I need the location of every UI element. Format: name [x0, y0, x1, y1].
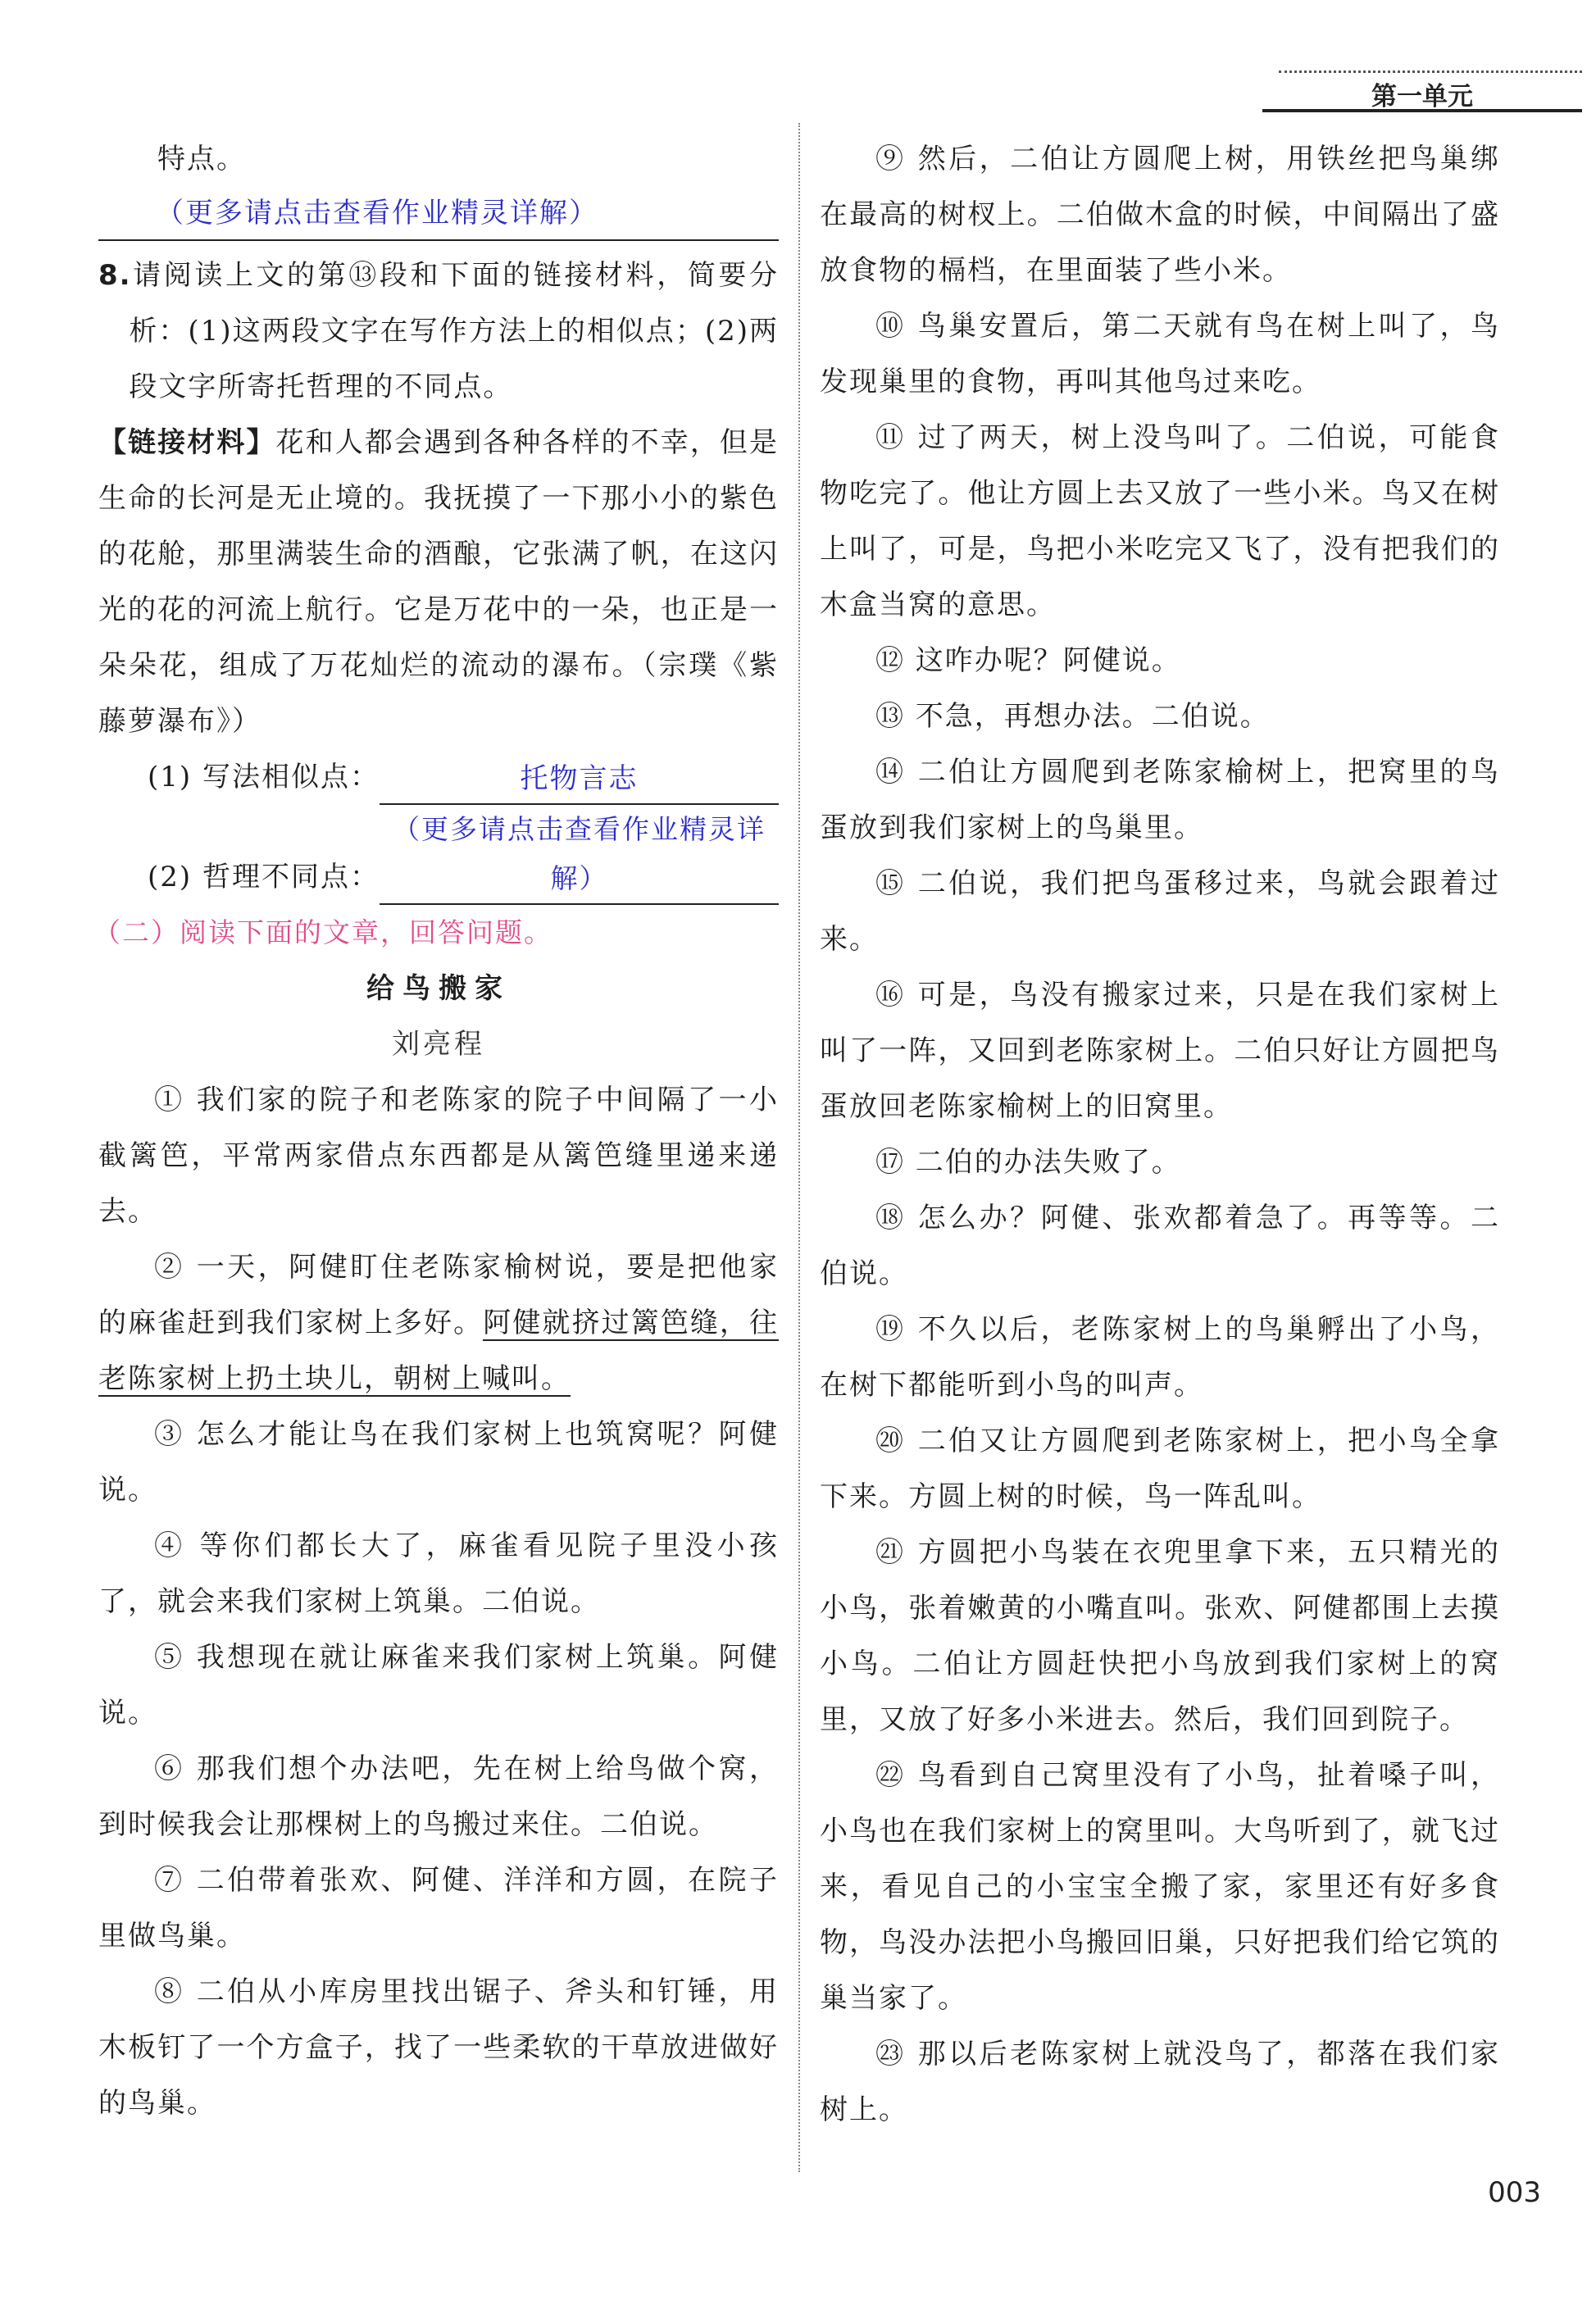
section-heading: （二）阅读下面的文章，回答问题。 [93, 916, 552, 948]
header-dotted-rule [1279, 70, 1582, 73]
right-column [820, 131, 1500, 2138]
paragraph-3: ③ 怎么才能让鸟在我们家树上也筑窝呢？阿健说。 [98, 1418, 779, 1507]
page-number: 003 [1488, 2176, 1541, 2209]
paragraph-2 [98, 1239, 779, 1407]
answer-row-2 [98, 805, 779, 905]
paragraph-1: ① 我们家的院子和老陈家的院子中间隔了一小截篱笆，平常两家借点东西都是从篱笆缝里递来递去。 [98, 1084, 779, 1228]
paragraph-6: ⑥ 那我们想个办法吧，先在树上给鸟做个窝，到时候我会让那棵树上的鸟搬过来住。二伯说。 [98, 1752, 779, 1841]
answer-label-1: (1) 写法相似点： [148, 761, 380, 793]
paragraph-12: ⑫ 这咋办呢？阿健说。 [875, 644, 1181, 677]
paragraph-14: ⑭ 二伯让方圆爬到老陈家榆树上，把窝里的鸟蛋放到我们家树上的鸟巢里。 [820, 756, 1500, 844]
paragraph-20: ⑳ 二伯又让方圆爬到老陈家树上，把小鸟全拿下来。方圆上树的时候，鸟一阵乱叫。 [820, 1425, 1500, 1513]
paragraph-15: ⑮ 二伯说，我们把鸟蛋移过来，鸟就会跟着过来。 [820, 867, 1500, 956]
paragraph-11: ⑪ 过了两天，树上没鸟叫了。二伯说，可能食物吃完了。他让方圆上去又放了一些小米。鸟又在树上叫了，可是，鸟把小米吃完又飞了，没有把我们的木盒当窝的意思。 [820, 421, 1500, 621]
paragraph-4: ④ 等你们都长大了，麻雀看见院子里没小孩了，就会来我们家树上筑巢。二伯说。 [98, 1530, 779, 1618]
paragraph-13: ⑬ 不急，再想办法。二伯说。 [875, 700, 1270, 733]
paragraph-9: ⑨ 然后，二伯让方圆爬上树，用铁丝把鸟巢绑在最高的树杈上。二伯做木盒的时候，中间隔出了盛放食物的槅档，在里面装了些小米。 [820, 143, 1500, 287]
answer-field-2[interactable]: （更多请点击查看作业精灵详解） [380, 805, 779, 905]
material-text: 花和人都会遇到各种各样的不幸，但是生命的长河是无止境的。我抚摸了一下那小小的紫色的花舱，那里满装生命的酒酿，它张满了帆，在这闪光的花的河流上航行。它是万花中的一朵，也正是一朵朵花，组成了万花灿烂的流动的瀑布。（宗璞《紫藤萝瀑布》） [98, 426, 780, 738]
link-material [98, 415, 779, 749]
paragraph-16: ⑯ 可是，鸟没有搬家过来，只是在我们家树上叫了一阵，又回到老陈家树上。二伯只好让方圆把鸟蛋放回老陈家榆树上的旧窝里。 [820, 979, 1500, 1123]
paragraph-10: ⑩ 鸟巢安置后，第二天就有鸟在树上叫了，鸟发现巢里的食物，再叫其他鸟过来吃。 [820, 310, 1500, 398]
article-title: 给鸟搬家 [366, 972, 511, 1005]
detail-link[interactable]: （更多请点击查看作业精灵详解） [98, 187, 779, 241]
left-column [93, 131, 780, 2131]
paragraph-7: ⑦ 二伯带着张欢、阿健、洋洋和方圆，在院子里做鸟巢。 [98, 1864, 779, 1952]
answer-row-1 [98, 749, 779, 805]
answer-label-2: (2) 哲理不同点： [148, 861, 380, 893]
paragraph-17: ⑰ 二伯的办法失败了。 [875, 1146, 1181, 1179]
paragraph-2-text: ② 一天，阿健盯住老陈家榆树说，要是把他家的麻雀赶到我们家树上多好。 [98, 1251, 779, 1339]
paragraph-21: ㉑ 方圆把小鸟装在衣兜里拿下来，五只精光的小鸟，张着嫩黄的小嘴直叫。张欢、阿健都围上去摸小鸟。二伯让方圆赶快把小鸟放到我们家树上的窝里，又放了好多小米进去。然后，我们回到院子。 [820, 1536, 1500, 1736]
material-tag: 【链接材料】 [98, 426, 276, 459]
paragraph-22: ㉒ 鸟看到自己窝里没有了小鸟，扯着嗓子叫，小鸟也在我们家树上的窝里叫。大鸟听到了，就飞过来，看见自己的小宝宝全搬了家，家里还有好多食物，鸟没办法把小鸟搬回旧巢，只好把我们给它筑的巢当家了。 [820, 1759, 1500, 2015]
header-rule [1262, 109, 1582, 112]
article-author: 刘亮程 [392, 1028, 485, 1061]
column-divider [798, 123, 800, 2172]
answer-field-1[interactable]: 托物言志 [380, 754, 779, 805]
paragraph-5: ⑤ 我想现在就让麻雀来我们家树上筑巢。阿健说。 [98, 1641, 779, 1730]
paragraph-23: ㉓ 那以后老陈家树上就没鸟了，都落在我们家树上。 [820, 2038, 1500, 2126]
question-text: 请阅读上文的第⑬段和下面的链接材料，简要分析：(1)这两段文字在写作方法上的相似点；(2)两段文字所寄托哲理的不同点。 [129, 259, 779, 403]
unit-label: 第一单元 [1371, 82, 1473, 111]
paragraph-2-underlined: 阿健就挤过篱笆缝，往老陈家树上扔土块儿，朝树上喊叫。 [98, 1307, 780, 1395]
paragraph-8: ⑧ 二伯从小库房里找出锯子、斧头和钉锤，用木板钉了一个方盒子，找了一些柔软的干草放进做好的鸟巢。 [98, 1975, 779, 2120]
question-8 [98, 248, 779, 415]
paragraph-tail: 特点。 [157, 143, 246, 175]
paragraph-19: ⑲ 不久以后，老陈家树上的鸟巢孵出了小鸟，在树下都能听到小鸟的叫声。 [820, 1313, 1500, 1402]
paragraph-18: ⑱ 怎么办？阿健、张欢都着急了。再等等。二伯说。 [820, 1202, 1500, 1290]
question-number: 8. [98, 259, 132, 292]
